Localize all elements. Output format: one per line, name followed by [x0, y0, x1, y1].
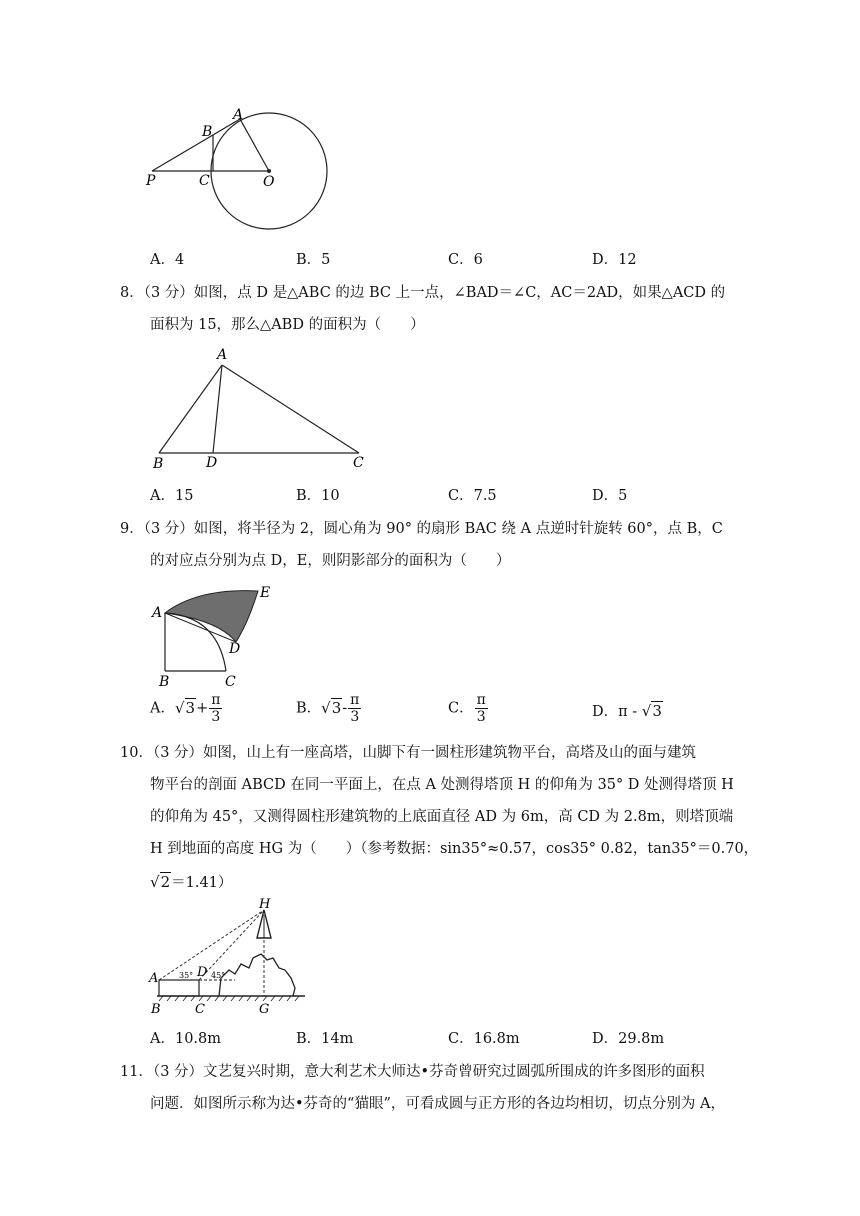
radicand: 3 [185, 698, 196, 717]
q10-sight-a [159, 910, 264, 980]
q8-label-d: D [206, 455, 218, 471]
q10-sqrt [150, 866, 171, 898]
q9-option-a [150, 693, 223, 724]
q10-ref-tail: ＝1.41） [171, 875, 233, 891]
q9-label-b: B [159, 674, 170, 688]
q9-figure [148, 578, 288, 688]
q7-point-o [267, 169, 271, 173]
q10-label-h: H [259, 898, 271, 912]
q7-label-a: A [233, 107, 244, 123]
q9-label-e: E [260, 585, 271, 601]
q10-stem-line2: 物平台的剖面 ABCD 在同一平面上，在点 A 处测得塔顶 H 的仰角为 35° D 处测得塔顶 H [150, 777, 734, 793]
q7-line-pa [152, 119, 240, 171]
q10-platform [159, 980, 199, 996]
q10-label-g: G [259, 1002, 270, 1017]
q7-label-p: P [146, 173, 156, 189]
q9-label-d: D [229, 641, 241, 657]
q7-line-ao [240, 119, 269, 171]
q9-option-d [592, 700, 663, 721]
sqrt-symbol: √ [174, 698, 185, 717]
q8-option-a: A．15 [150, 488, 194, 504]
q8-label-b: B [153, 456, 164, 472]
q9-label-c: C [225, 674, 236, 688]
radicand: 2 [160, 873, 171, 891]
q9-stem-line1: 9．（3 分）如图，将半径为 2，圆心角为 90° 的扇形 BAC 绕 A 点逆时针旋转 60°，点 B，C [120, 521, 723, 537]
q10-option-a: A．10.8m [150, 1031, 222, 1047]
q10-label-d: D [197, 965, 208, 980]
q8-line-ac [222, 365, 359, 453]
q9-option-c-prefix: C． [448, 700, 474, 717]
numerator: π [476, 692, 486, 708]
q10-stem-line5 [150, 866, 770, 899]
q8-line-ad [213, 365, 222, 453]
radicand: 3 [331, 698, 342, 717]
q9-option-b-sqrt [321, 699, 342, 717]
q9-option-b [296, 693, 362, 724]
numerator: π [211, 692, 221, 708]
q9-option-b-prefix: B． [296, 700, 322, 717]
denominator: 3 [350, 709, 360, 725]
q9-option-a-fraction [209, 693, 222, 724]
q11-stem-line1: 11．（3 分）文艺复兴时期，意大利艺术大师达•芬奇曾研究过圆弧所围成的许多图形的面积 [120, 1064, 705, 1080]
q9-option-a-sqrt [175, 699, 196, 717]
q10-label-b: B [151, 1002, 161, 1017]
q8-option-c: C．7.5 [448, 488, 497, 504]
denominator: 3 [476, 709, 486, 725]
q10-angle-45: 45° [211, 971, 226, 980]
sqrt-symbol: √ [641, 702, 652, 720]
q9-option-c [448, 693, 489, 724]
q7-label-b: B [202, 124, 213, 140]
plus-sign: + [196, 700, 209, 717]
q8-label-c: C [353, 455, 364, 471]
q9-option-b-fraction [348, 693, 361, 724]
q7-option-b: B．5 [296, 252, 331, 268]
q10-figure [145, 898, 315, 1018]
q10-stem-line1: 10．（3 分）如图，山上有一座高塔，山脚下有一圆柱形建筑物平台，高塔及山的面与建筑 [120, 745, 697, 761]
q8-stem-line2: 面积为 15，那么△ABD 的面积为（ ） [150, 317, 425, 333]
q8-line-ab [159, 365, 222, 453]
q7-label-o: O [263, 174, 275, 190]
q10-ground-hatch [159, 996, 299, 1001]
q10-angle-35: 35° [179, 971, 194, 980]
numerator: π [350, 692, 360, 708]
q7-option-a: A．4 [150, 252, 185, 268]
q9-option-c-fraction [475, 693, 488, 724]
q10-stem-line4: H 到地面的高度 HG 为（ ）（参考数据：sin35°≈0.57，cos35° 0.82，tan35°＝0.70， [150, 841, 759, 857]
q10-label-a: A [149, 971, 159, 986]
q10-label-c: C [195, 1002, 205, 1017]
q8-figure [145, 342, 385, 472]
q7-label-c: C [199, 173, 210, 189]
q9-option-d-prefix: D． [592, 704, 619, 720]
q10-option-c: C．16.8m [448, 1031, 520, 1047]
q8-stem-line1: 8．（3 分）如图，点 D 是△ABC 的边 BC 上一点，∠BAD＝∠C，AC＝2AD，如果△ACD 的 [120, 285, 726, 301]
q9-stem-line2: 的对应点分别为点 D，E，则阴影部分的面积为（ ） [150, 553, 511, 569]
q11-stem-line2: 问题．如图所示称为达•芬奇的“猫眼”，可看成圆与正方形的各边均相切，切点分别为 A， [150, 1096, 725, 1112]
radicand: 3 [652, 702, 662, 720]
q7-option-d: D．12 [592, 252, 637, 268]
q9-option-d-pi: π - [618, 704, 642, 720]
q7-option-c: C．6 [448, 252, 483, 268]
q8-label-a: A [217, 347, 228, 363]
q10-option-b: B．14m [296, 1031, 354, 1047]
denominator: 3 [211, 709, 221, 725]
q9-label-a: A [152, 605, 163, 621]
q8-option-b: B．10 [296, 488, 340, 504]
q9-option-a-prefix: A． [150, 700, 175, 717]
q10-sight-d [199, 910, 264, 980]
sqrt-symbol: √ [150, 873, 160, 891]
sqrt-symbol: √ [321, 698, 331, 717]
q10-stem-line3: 的仰角为 45°，又测得圆柱形建筑物的上底面直径 AD 为 6m，高 CD 为 2.8m，则塔顶端 [150, 809, 734, 825]
q10-mountain [219, 954, 295, 996]
minus-sign: - [342, 700, 348, 717]
q8-option-d: D．5 [592, 488, 628, 504]
q9-option-d-sqrt [642, 702, 663, 720]
q10-option-d: D．29.8m [592, 1031, 665, 1047]
q7-figure [140, 105, 340, 265]
